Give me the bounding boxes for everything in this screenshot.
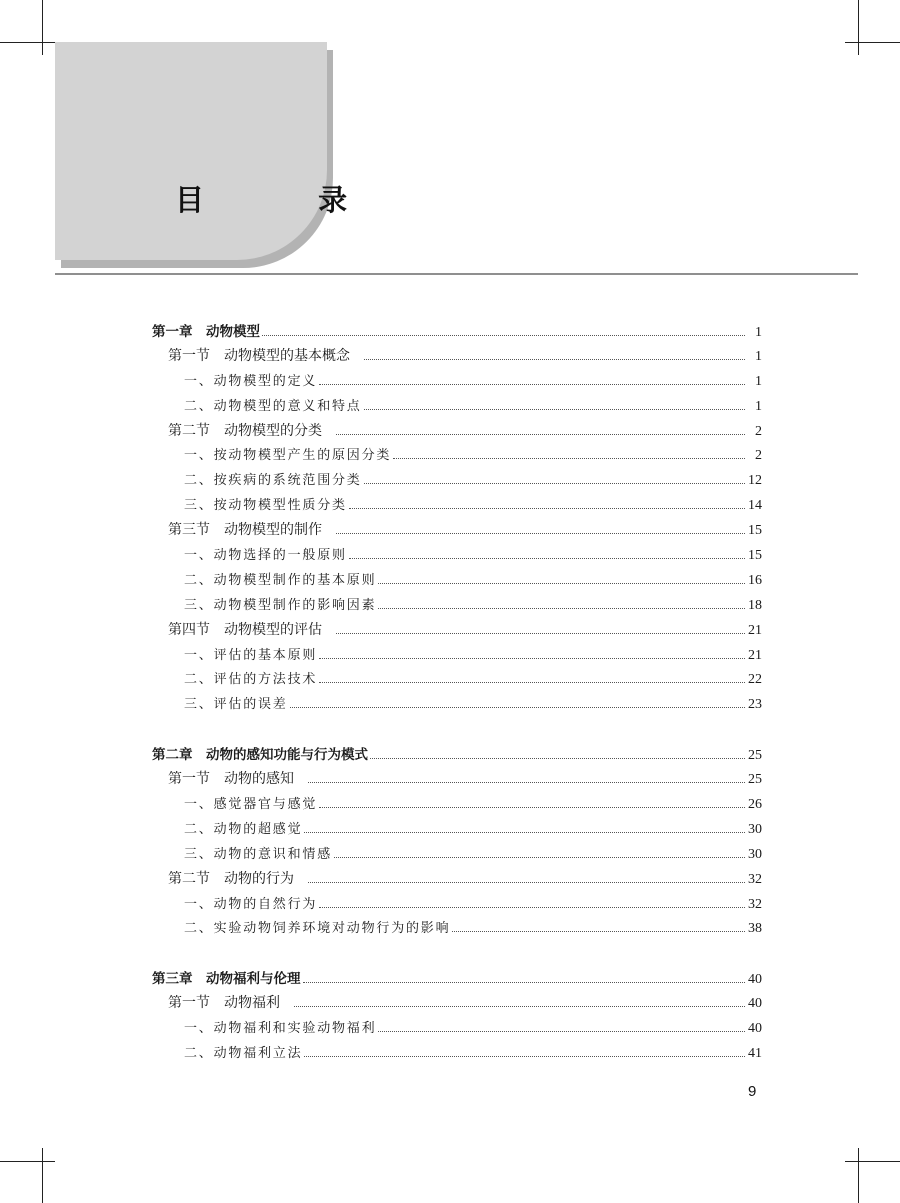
toc-item-label: 三、动物模型制作的影响因素 [184,597,377,613]
toc-item[interactable] [152,594,762,619]
dot-leader [304,1046,745,1057]
header-rule [55,273,858,275]
dot-leader [378,1021,745,1032]
toc-chapter-page: 40 [748,972,762,988]
toc-item[interactable] [152,469,762,494]
toc-section[interactable] [152,768,762,793]
toc-section-label: 第三节 动物模型的制作 [168,522,322,539]
toc-section-label: 第二节 动物的行为 [168,870,294,887]
toc-item-page: 38 [748,921,762,937]
toc-item[interactable] [152,544,762,569]
toc-item[interactable] [152,395,762,420]
toc-item-page: 12 [748,473,762,489]
toc-item[interactable] [152,818,762,843]
dot-leader [294,996,745,1007]
toc-item-page: 16 [748,572,762,588]
dot-leader [319,648,745,659]
dot-leader [262,325,745,336]
dot-leader [319,897,745,908]
crop-mark [858,0,859,55]
toc-item-label: 一、评估的基本原则 [184,647,318,663]
dot-leader [319,374,745,385]
title-block [55,42,327,260]
toc-item-label: 三、动物的意识和情感 [184,846,333,862]
crop-mark [42,1148,43,1203]
toc-item[interactable] [152,893,762,918]
toc-item-label: 二、评估的方法技术 [184,672,318,688]
toc-item-label: 二、按疾病的系统范围分类 [184,473,362,489]
dot-leader [336,623,745,634]
toc-section[interactable] [152,345,762,370]
toc-section-page: 15 [748,523,762,539]
toc-chapter-label: 第三章 动物福利与伦理 [152,971,301,988]
toc-item-page: 2 [755,448,762,464]
toc-item[interactable] [152,569,762,594]
toc-item-label: 一、动物的自然行为 [184,896,318,912]
toc-item-page: 40 [748,1021,762,1037]
toc-section-page: 1 [755,348,762,364]
toc-section[interactable] [152,519,762,544]
page-title: 目 录 [175,183,400,217]
toc-item-label: 一、动物选择的一般原则 [184,548,347,564]
toc-chapter[interactable] [152,743,762,768]
page-number: 9 [748,1083,757,1100]
toc-item[interactable] [152,1017,762,1042]
dot-leader [393,448,745,459]
toc-item[interactable] [152,693,762,718]
dot-leader [364,349,745,360]
dot-leader [308,772,745,783]
toc-item-page: 30 [748,846,762,862]
toc-item-page: 26 [748,797,762,813]
table-of-contents [152,320,762,1067]
dot-leader [336,523,745,534]
chapter-gap [152,718,762,743]
crop-mark [0,42,55,43]
toc-section-page: 40 [748,996,762,1012]
toc-item-page: 32 [748,896,762,912]
dot-leader [452,921,745,932]
toc-item[interactable] [152,494,762,519]
dot-leader [336,423,745,434]
dot-leader [378,573,745,584]
toc-item-label: 一、感觉器官与感觉 [184,797,318,813]
toc-item-page: 15 [748,548,762,564]
toc-item-page: 41 [748,1046,762,1062]
toc-section[interactable] [152,992,762,1017]
toc-chapter[interactable] [152,967,762,992]
toc-section[interactable] [152,619,762,644]
toc-section-label: 第一节 动物模型的基本概念 [168,347,350,364]
dot-leader [370,748,745,759]
crop-mark [0,1161,55,1162]
toc-section-label: 第四节 动物模型的评估 [168,621,322,638]
dot-leader [334,847,745,858]
toc-chapter[interactable] [152,320,762,345]
toc-item[interactable] [152,1042,762,1067]
dot-leader [349,548,745,559]
toc-item-page: 21 [748,647,762,663]
toc-item-label: 二、动物的超感觉 [184,821,303,837]
dot-leader [290,697,745,708]
dot-leader [364,473,745,484]
toc-section-page: 32 [748,871,762,887]
toc-item-label: 一、动物福利和实验动物福利 [184,1021,377,1037]
dot-leader [378,598,745,609]
toc-item[interactable] [152,644,762,669]
toc-item-label: 一、动物模型的定义 [184,373,318,389]
toc-item-page: 1 [755,398,762,414]
dot-leader [364,399,745,410]
toc-item[interactable] [152,843,762,868]
dot-leader [304,822,745,833]
toc-section-label: 第二节 动物模型的分类 [168,422,322,439]
toc-chapter-label: 第一章 动物模型 [152,324,260,340]
crop-mark [845,1161,900,1162]
toc-item-label: 三、评估的误差 [184,697,288,713]
toc-item-page: 14 [748,498,762,514]
toc-item-page: 1 [755,373,762,389]
dot-leader [308,872,745,883]
dot-leader [319,672,745,683]
toc-chapter-page: 1 [755,325,762,340]
toc-item-label: 一、按动物模型产生的原因分类 [184,448,392,464]
toc-item-page: 30 [748,821,762,837]
toc-item[interactable] [152,917,762,942]
toc-item-label: 二、动物模型制作的基本原则 [184,572,377,588]
toc-section-page: 21 [748,622,762,638]
toc-item-label: 三、按动物模型性质分类 [184,498,347,514]
toc-section-page: 25 [748,772,762,788]
toc-section[interactable] [152,420,762,445]
toc-item[interactable] [152,668,762,693]
toc-item-page: 18 [748,597,762,613]
toc-item-label: 二、实验动物饲养环境对动物行为的影响 [184,921,451,937]
crop-mark [845,42,900,43]
toc-item-label: 二、动物模型的意义和特点 [184,398,362,414]
toc-item[interactable] [152,370,762,395]
toc-section-page: 2 [755,423,762,439]
toc-section[interactable] [152,868,762,893]
crop-mark [858,1148,859,1203]
dot-leader [303,972,746,983]
crop-mark [42,0,43,55]
toc-section-label: 第一节 动物福利 [168,995,280,1012]
toc-item[interactable] [152,444,762,469]
toc-item-page: 22 [748,672,762,688]
toc-section-label: 第一节 动物的感知 [168,771,294,788]
chapter-gap [152,942,762,967]
toc-chapter-label: 第二章 动物的感知功能与行为模式 [152,747,368,764]
dot-leader [319,797,745,808]
toc-item-page: 23 [748,697,762,713]
toc-item[interactable] [152,793,762,818]
dot-leader [349,498,745,509]
toc-chapter-page: 25 [748,748,762,764]
toc-item-label: 二、动物福利立法 [184,1046,303,1062]
